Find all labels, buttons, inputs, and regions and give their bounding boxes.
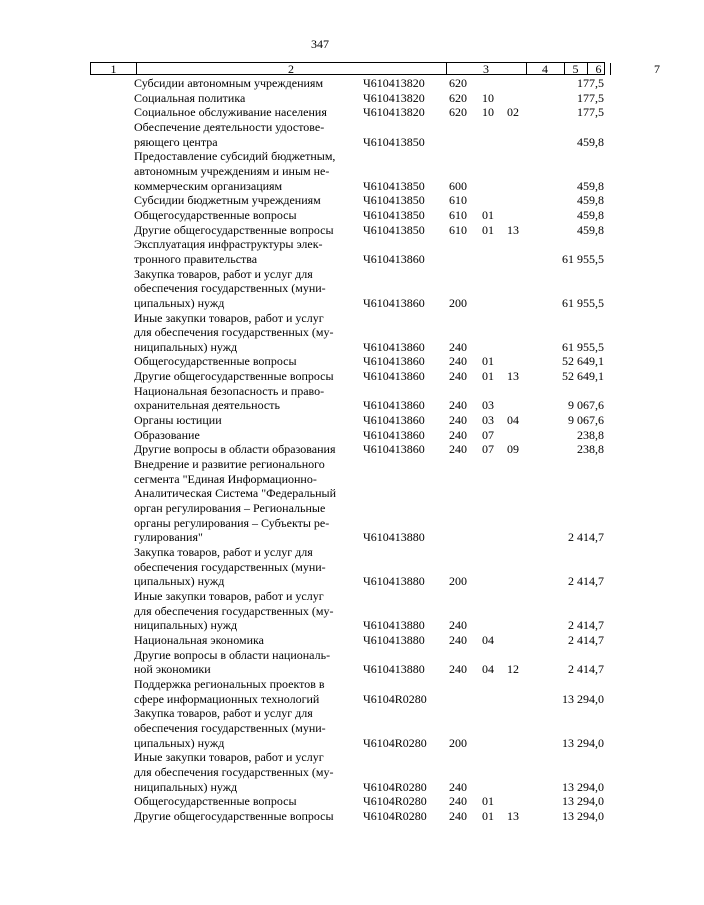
row-expense-type: 240	[449, 369, 467, 384]
row-section: 07	[482, 442, 494, 457]
row-section: 01	[482, 222, 494, 237]
row-sum: 177,5	[577, 76, 604, 90]
row-sum: 459,8	[577, 134, 604, 149]
row-subsection: 04	[507, 413, 519, 428]
row-sum: 61 955,5	[562, 251, 604, 266]
row-name	[134, 545, 352, 589]
table-row	[0, 105, 640, 120]
row-code: Ч6104R0280	[363, 691, 427, 706]
row-name-line: Иные закупки товаров, работ и услуг	[134, 750, 324, 765]
row-expense-type: 200	[449, 735, 467, 750]
table-row	[0, 237, 640, 266]
row-sum: 9 067,6	[568, 398, 604, 413]
row-name-line: Образование	[134, 427, 200, 442]
row-section: 10	[482, 90, 494, 105]
row-name	[134, 794, 352, 809]
row-code: Ч610413820	[363, 76, 425, 90]
row-name	[134, 237, 352, 266]
row-code: Ч610413820	[363, 90, 425, 105]
table-row	[0, 442, 640, 457]
table-row	[0, 677, 640, 706]
row-name-line: ципальных) нужд	[134, 295, 225, 310]
header-col-1: 1	[91, 63, 137, 75]
row-name-line: Эксплуатация инфраструктуры элек-	[134, 237, 323, 252]
row-expense-type: 240	[449, 632, 467, 647]
row-name	[134, 120, 352, 149]
row-name-line: Обеспечение деятельности удостове-	[134, 119, 325, 134]
row-name-line: ряющего центра	[134, 134, 218, 149]
row-subsection: 09	[507, 442, 519, 457]
row-subsection: 02	[507, 105, 519, 120]
row-expense-type: 240	[449, 662, 467, 677]
row-expense-type: 240	[449, 354, 467, 369]
row-name	[134, 208, 352, 223]
row-sum: 2 414,7	[568, 662, 604, 677]
row-code: Ч610413880	[363, 574, 425, 589]
table-row	[0, 648, 640, 677]
row-sum: 61 955,5	[562, 339, 604, 354]
row-name-line: Закупка товаров, работ и услуг для	[134, 545, 313, 559]
row-code: Ч610413850	[363, 178, 425, 193]
row-sum: 13 294,0	[562, 794, 604, 809]
row-name	[134, 633, 352, 648]
row-name	[134, 677, 352, 706]
row-code: Ч6104R0280	[363, 794, 427, 809]
row-code: Ч610413880	[363, 662, 425, 677]
row-name	[134, 384, 352, 413]
row-section: 01	[482, 808, 494, 823]
row-expense-type: 620	[449, 90, 467, 105]
header-col-2: 2	[136, 63, 447, 75]
row-expense-type: 600	[449, 178, 467, 193]
table-row	[0, 149, 640, 193]
row-sum: 459,8	[577, 193, 604, 208]
row-code: Ч610413860	[363, 427, 425, 442]
row-code: Ч610413860	[363, 339, 425, 354]
page-number: 347	[311, 37, 329, 51]
row-name	[134, 442, 352, 457]
row-subsection: 13	[507, 222, 519, 237]
header-col-5: 5	[564, 63, 588, 75]
row-name-line: орган регулирования – Региональные	[134, 501, 326, 516]
row-name-line: Субсидии бюджетным учреждениям	[134, 193, 321, 208]
row-name	[134, 193, 352, 208]
row-code: Ч6104R0280	[363, 779, 427, 794]
row-name-line: ной экономики	[134, 662, 211, 677]
row-expense-type: 240	[449, 442, 467, 457]
row-name-line: Общегосударственные вопросы	[134, 207, 297, 222]
row-code: Ч6104R0280	[363, 735, 427, 750]
row-name	[134, 354, 352, 369]
row-sum: 459,8	[577, 222, 604, 237]
table-row	[0, 545, 640, 589]
table-row	[0, 750, 640, 794]
row-sum: 61 955,5	[562, 295, 604, 310]
table-row	[0, 794, 640, 809]
row-name	[134, 149, 352, 193]
row-name-line: ниципальных) нужд	[134, 618, 238, 633]
row-section: 04	[482, 662, 494, 677]
row-sum: 13 294,0	[562, 779, 604, 794]
row-section: 04	[482, 632, 494, 647]
row-name-line: обеспечения государственных (муни-	[134, 559, 326, 574]
row-name-line: охранительная деятельность	[134, 398, 280, 413]
row-name	[134, 91, 352, 106]
row-name	[134, 311, 352, 355]
row-name-line: Социальное обслуживание населения	[134, 105, 327, 120]
row-name-line: Другие общегосударственные вопросы	[134, 369, 334, 384]
row-name-line: ниципальных) нужд	[134, 339, 238, 354]
row-name-line: Национальная экономика	[134, 632, 264, 647]
row-section: 03	[482, 413, 494, 428]
row-name	[134, 369, 352, 384]
row-code: Ч610413850	[363, 193, 425, 208]
row-code: Ч610413860	[363, 398, 425, 413]
table-row	[0, 223, 640, 238]
row-code: Ч610413850	[363, 134, 425, 149]
row-name-line: Социальная политика	[134, 90, 246, 105]
header-col-6: 6	[587, 63, 611, 75]
row-expense-type: 240	[449, 618, 467, 633]
row-name	[134, 457, 352, 545]
row-name-line: для обеспечения государственных (му-	[134, 603, 334, 618]
row-name-line: Другие общегосударственные вопросы	[134, 808, 334, 823]
row-name-line: Закупка товаров, работ и услуг для	[134, 266, 313, 281]
row-name-line: обеспечения государственных (муни-	[134, 720, 326, 735]
row-name	[134, 428, 352, 443]
row-name-line: Другие общегосударственные вопросы	[134, 222, 334, 237]
table-row	[0, 311, 640, 355]
row-subsection: 12	[507, 662, 519, 677]
row-name-line: Общегосударственные вопросы	[134, 354, 297, 369]
row-sum: 52 649,1	[562, 369, 604, 384]
row-code: Ч610413860	[363, 251, 425, 266]
row-sum: 238,8	[577, 427, 604, 442]
row-name	[134, 413, 352, 428]
row-section: 03	[482, 398, 494, 413]
row-name	[134, 706, 352, 750]
row-sum: 2 414,7	[568, 574, 604, 589]
row-name-line: коммерческим организациям	[134, 178, 283, 193]
row-name-line: Внедрение и развитие регионального	[134, 457, 325, 472]
row-expense-type: 200	[449, 574, 467, 589]
table-row	[0, 384, 640, 413]
table-header	[90, 62, 660, 76]
row-name-line: Другие вопросы в области националь-	[134, 647, 331, 662]
header-col-3: 3	[446, 63, 527, 75]
row-sum: 2 414,7	[568, 618, 604, 633]
row-expense-type: 240	[449, 794, 467, 809]
row-code: Ч610413860	[363, 354, 425, 369]
row-sum: 13 294,0	[562, 735, 604, 750]
header-col-7: 7	[654, 62, 660, 76]
row-name-line: сегмента "Единая Информационно-	[134, 471, 317, 486]
row-code: Ч610413880	[363, 530, 425, 545]
row-name-line: автономным учреждениям и иным не-	[134, 163, 330, 178]
row-section: 01	[482, 207, 494, 222]
table-row	[0, 76, 640, 91]
table-row	[0, 91, 640, 106]
row-name-line: Иные закупки товаров, работ и услуг	[134, 310, 324, 325]
row-name-line: тронного правительства	[134, 251, 258, 266]
row-name-line: Иные закупки товаров, работ и услуг	[134, 588, 324, 603]
table-row	[0, 589, 640, 633]
table-row	[0, 413, 640, 428]
row-code: Ч6104R0280	[363, 808, 427, 823]
row-expense-type: 240	[449, 398, 467, 413]
row-name	[134, 750, 352, 794]
table-row	[0, 457, 640, 545]
row-name	[134, 267, 352, 311]
row-sum: 459,8	[577, 207, 604, 222]
row-code: Ч610413860	[363, 413, 425, 428]
row-name	[134, 76, 352, 91]
row-sum: 52 649,1	[562, 354, 604, 369]
row-name	[134, 648, 352, 677]
table-row	[0, 193, 640, 208]
row-name-line: для обеспечения государственных (му-	[134, 325, 334, 340]
row-section: 01	[482, 369, 494, 384]
row-expense-type: 620	[449, 105, 467, 120]
table-row	[0, 354, 640, 369]
row-expense-type: 240	[449, 339, 467, 354]
row-name-line: обеспечения государственных (муни-	[134, 281, 326, 296]
row-section: 01	[482, 354, 494, 369]
header-col-4: 4	[526, 63, 565, 75]
row-sum: 9 067,6	[568, 413, 604, 428]
row-section: 10	[482, 105, 494, 120]
table-body	[0, 76, 640, 823]
row-expense-type: 200	[449, 295, 467, 310]
row-sum: 459,8	[577, 178, 604, 193]
row-section: 07	[482, 427, 494, 442]
row-name-line: органы регулирования – Субъекты ре-	[134, 515, 330, 530]
row-sum: 2 414,7	[568, 530, 604, 545]
row-sum: 13 294,0	[562, 691, 604, 706]
row-expense-type: 610	[449, 207, 467, 222]
row-expense-type: 610	[449, 222, 467, 237]
row-name	[134, 589, 352, 633]
row-name-line: Общегосударственные вопросы	[134, 794, 297, 809]
table-row	[0, 809, 640, 824]
row-sum: 238,8	[577, 442, 604, 457]
row-name	[134, 223, 352, 238]
row-sum: 177,5	[577, 105, 604, 120]
row-code: Ч610413820	[363, 105, 425, 120]
row-name-line: Другие вопросы в области образования	[134, 442, 336, 457]
row-name-line: гулирования"	[134, 530, 203, 545]
row-expense-type: 240	[449, 427, 467, 442]
row-sum: 13 294,0	[562, 808, 604, 823]
row-code: Ч610413860	[363, 295, 425, 310]
table-row	[0, 267, 640, 311]
row-name-line: ципальных) нужд	[134, 735, 225, 750]
row-expense-type: 240	[449, 779, 467, 794]
table-row	[0, 706, 640, 750]
row-name	[134, 105, 352, 120]
row-sum: 2 414,7	[568, 632, 604, 647]
row-name-line: Органы юстиции	[134, 413, 222, 428]
row-name-line: Поддержка региональных проектов в	[134, 676, 325, 691]
row-sum: 177,5	[577, 90, 604, 105]
row-expense-type: 240	[449, 413, 467, 428]
row-name-line: Предоставление субсидий бюджетным,	[134, 149, 336, 164]
row-subsection: 13	[507, 369, 519, 384]
row-expense-type: 610	[449, 193, 467, 208]
row-name-line: для обеспечения государственных (му-	[134, 764, 334, 779]
table-row	[0, 633, 640, 648]
row-name-line: Закупка товаров, работ и услуг для	[134, 706, 313, 721]
row-expense-type: 240	[449, 808, 467, 823]
row-name-line: ципальных) нужд	[134, 574, 225, 589]
row-code: Ч610413880	[363, 632, 425, 647]
table-row	[0, 428, 640, 443]
row-code: Ч610413850	[363, 222, 425, 237]
row-code: Ч610413850	[363, 207, 425, 222]
row-subsection: 13	[507, 808, 519, 823]
row-section: 01	[482, 794, 494, 809]
row-name-line: Национальная безопасность и право-	[134, 383, 325, 398]
row-code: Ч610413860	[363, 369, 425, 384]
table-row	[0, 369, 640, 384]
row-expense-type: 620	[449, 76, 467, 90]
row-name	[134, 809, 352, 824]
table-row	[0, 208, 640, 223]
table-row	[0, 120, 640, 149]
row-name-line: сфере информационных технологий	[134, 691, 320, 706]
row-name-line: ниципальных) нужд	[134, 779, 238, 794]
row-code: Ч610413880	[363, 618, 425, 633]
row-name-line: Субсидии автономным учреждениям	[134, 76, 324, 90]
row-code: Ч610413860	[363, 442, 425, 457]
row-name-line: Аналитическая Система "Федеральный	[134, 486, 337, 501]
